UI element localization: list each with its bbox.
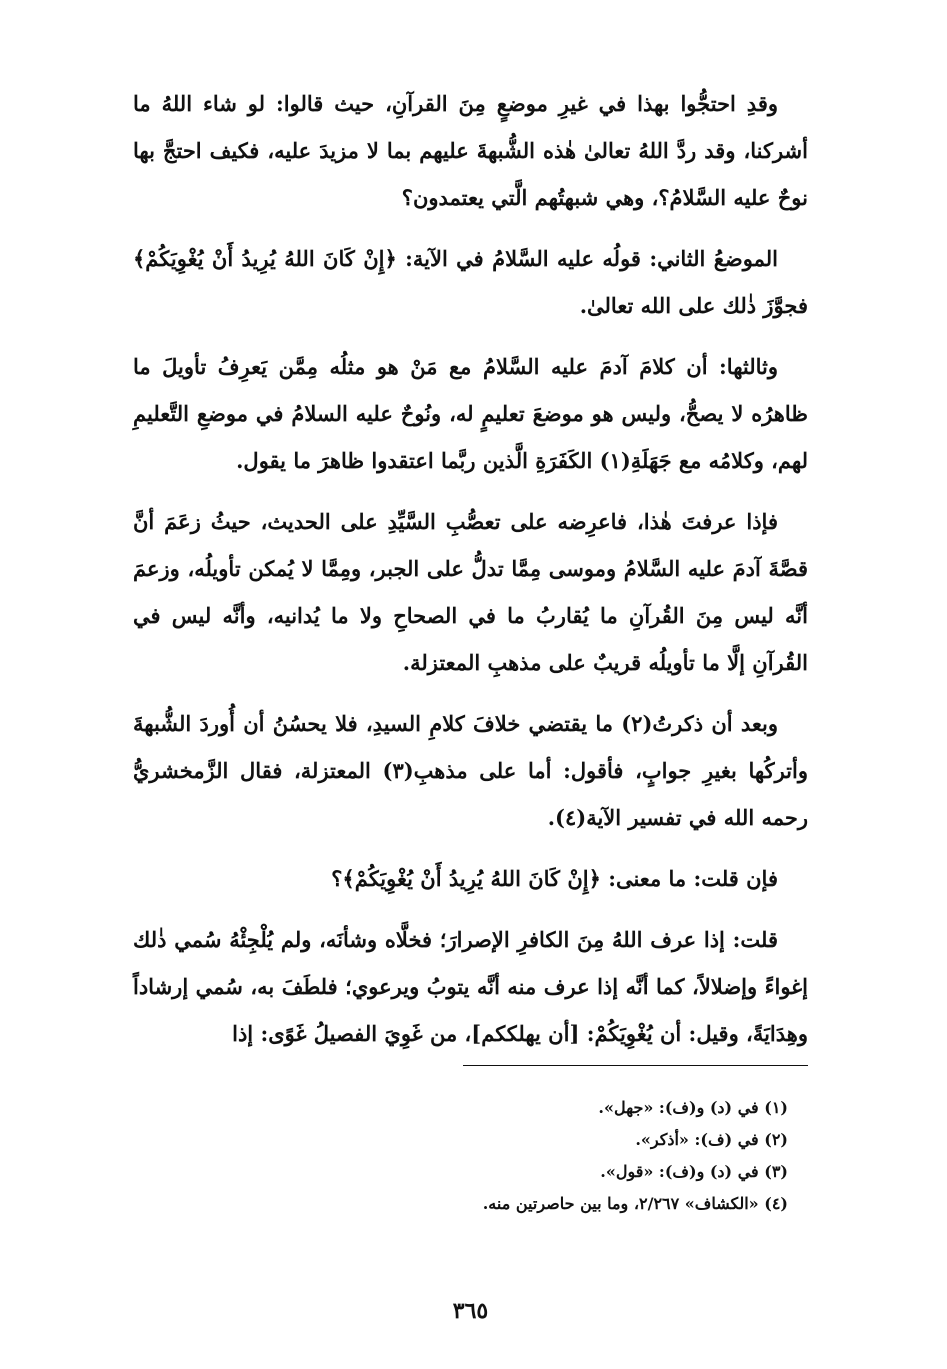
footnote-2: (٢) في (ف): «أذكر».: [635, 1130, 788, 1149]
footnote-3: (٣) في (د) و(ف): «قول».: [600, 1162, 788, 1181]
main-text: [133, 80, 808, 1057]
book-page: [133, 80, 808, 1340]
paragraph-4: فإذا عرفتَ هٰذا، فاعرِضه على تعصُّبِ السَّيِّدِ على الحديث، حيثُ زعَمَ أنَّ قصَّةَ آدمَ عليه السَّلامُ وموسى مِمَّا تدلُّ على الجبر، ومِمَّا لا يُمكن تأويلُه، وزعمَ أنَّه ليس مِنَ القُرآنِ ما يُقاربُ ما في الصحاحِ ولا ما يُدانيه، وأنَّه ليس في القُرآنِ إلَّا ما تأويلُه قريبٌ على مذهبِ المعتزلة.: [133, 509, 808, 675]
paragraph-3: وثالثها: أن كلامَ آدمَ عليه السَّلامُ مع مَنْ هو مثلُه مِمَّن يَعرِفُ تأويلَ ما ظاهرُه لا يصحُّ، وليس هو موضعَ تعليمٍ له، ونُوحٌ عليه السلامُ في موضعِ التَّعليمِ لهم، وكلامُه مع جَهَلَةِ(١) الكَفَرَةِ الَّذين ربَّما اعتقدوا ظاهرَ ما يقول.: [133, 354, 808, 473]
page-number: ٣٦٥: [452, 1298, 489, 1324]
paragraph-1: وقدِ احتجُّوا بهذا في غيرِ موضعٍ مِنَ القرآنِ، حيث قالوا: لو شاء اللهُ ما أشركنا، وقد ردَّ اللهُ تعالىٰ هٰذه الشُّبهةَ عليهم بما لا مزيدَ عليه، فكيف احتجَّ بها نوحٌ عليه السَّلامُ؟، وهي شبهتُهم الَّتي يعتمدون؟: [133, 91, 808, 210]
paragraph-6: فإن قلت: ما معنى: ﴿إِنْ كَانَ اللهُ يُرِيدُ أَنْ يُغْوِيَكُمْ﴾؟: [331, 866, 778, 891]
paragraph-5: وبعد أن ذكرتُ(٢) ما يقتضي خلافَ كلامِ السيدِ، فلا يحسُنُ أن أُوردَ الشُّبهةَ وأتركُها بغيرِ جوابٍ، فأقول: أما على مذهبِ(٣) المعتزلة، فقال الزَّمخشريُّ رحمه الله في تفسير الآية(٤).: [133, 711, 808, 830]
footnotes-list: [133, 1092, 788, 1220]
footnote-separator: [463, 1065, 808, 1066]
paragraph-7: قلت: إذا عرف اللهُ مِنَ الكافرِ الإصرارَ؛ فخلَّاه وشأنَه، ولم يُلْجِئْهُ سُمي ذٰلك إغواءً وإضلالاً، كما أنَّه إذا عرف منه أنَّه يتوبُ ويرعوي؛ فلطَفَ به، سُمي إرشاداً وهِدَايَةً، وقيل: أن يُغْوِيَكُمْ: [أن يهلككم]، من غَوِيَ الفصيلُ غَوًى: إذا: [133, 927, 808, 1046]
paragraph-2: الموضعُ الثاني: قولُه عليه السَّلامُ في الآية: ﴿إِنْ كَانَ اللهُ يُرِيدُ أَنْ يُغْوِيَكُمْ﴾ فجوَّزَ ذٰلك على الله تعالىٰ.: [133, 246, 808, 318]
footnote-1: (١) في (د) و(ف): «جهل».: [598, 1098, 788, 1117]
footnote-4: (٤) «الكشاف» ٢/٢٦٧، وما بين حاصرتين منه.: [482, 1194, 788, 1213]
